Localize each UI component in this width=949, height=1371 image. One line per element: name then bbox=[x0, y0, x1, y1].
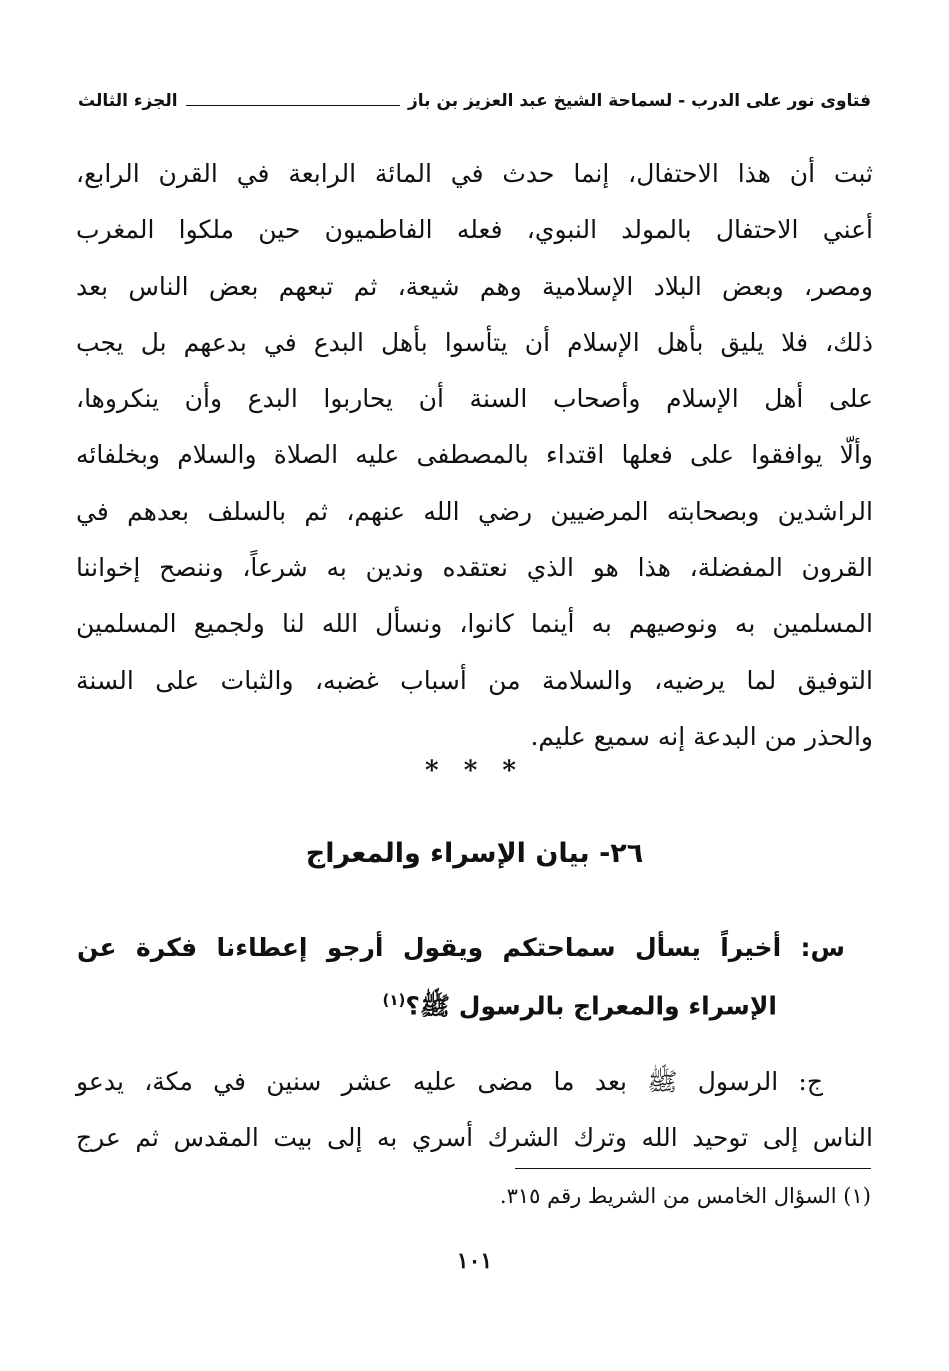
body-paragraph bbox=[76, 146, 873, 765]
body-line: وألّا يوافقوا على فعلها اقتداء بالمصطفى عليه الصلاة والسلام وبخلفائه bbox=[76, 440, 873, 470]
body-line: ومصر، وبعض البلاد الإسلامية وهم شيعة، ثم تبعهم بعض الناس بعد bbox=[76, 271, 873, 301]
footnote-reference: (١) bbox=[382, 991, 406, 1009]
body-line: ذلك، فلا يليق بأهل الإسلام أن يتأسوا بأهل البدع في بدعهم بل يجب bbox=[76, 327, 873, 357]
question-line: س: أخيراً يسأل سماحتكم ويقول أرجو إعطاءنا فكرة عن bbox=[77, 933, 845, 962]
page-number: ١٠١ bbox=[456, 1248, 493, 1274]
answer-line: ج: الرسول ﷺ بعد ما مضى عليه عشر سنين في مكة، يدعو bbox=[76, 1067, 823, 1096]
answer-line: الناس إلى توحيد الله وترك الشرك أسري به إلى بيت المقدس ثم عرج bbox=[76, 1123, 873, 1152]
body-line: القرون المفضلة، هذا هو الذي نعتقده وندين به شرعاً، وننصح إخواننا bbox=[76, 553, 873, 583]
body-line: المسلمين به ونوصيهم به أينما كانوا، ونسأل الله لنا ولجميع المسلمين bbox=[76, 609, 873, 639]
running-header-title: فتاوى نور على الدرب - لسماحة الشيخ عبد العزيز بن باز bbox=[408, 91, 871, 111]
body-line: والحذر من البدعة إنه سميع عليم. bbox=[530, 721, 873, 751]
body-line: الراشدين وبصحابته المرضيين رضي الله عنهم، ثم بالسلف بعدهم في bbox=[76, 496, 873, 526]
answer-block bbox=[76, 1054, 873, 1166]
question-line bbox=[77, 974, 845, 1032]
footnote-divider bbox=[515, 1168, 871, 1169]
body-line: التوفيق لما يرضيه، والسلامة من أسباب غضبه، والثبات على السنة bbox=[76, 665, 873, 695]
body-line: ثبت أن هذا الاحتفال، إنما حدث في المائة الرابعة في القرن الرابع، bbox=[76, 159, 873, 188]
section-heading: ٢٦- بيان الإسراء والمعراج bbox=[305, 838, 644, 869]
body-line: أعني الاحتفال بالمولد النبوي، فعله الفاطميون حين ملكوا المغرب bbox=[76, 215, 873, 245]
section-separator: * * * bbox=[425, 756, 524, 786]
body-line: على أهل الإسلام وأصحاب السنة أن يحاربوا البدع وأن ينكروها، bbox=[76, 384, 873, 414]
question-line-text: الإسراء والمعراج بالرسول ﷺ؟ bbox=[405, 991, 777, 1021]
question-block bbox=[77, 922, 845, 1032]
running-header bbox=[78, 84, 871, 118]
running-header-part: الجزء الثالث bbox=[78, 91, 178, 111]
running-header-rule bbox=[186, 105, 400, 106]
footnote: (١) السؤال الخامس من الشريط رقم ٣١٥. bbox=[499, 1184, 871, 1208]
